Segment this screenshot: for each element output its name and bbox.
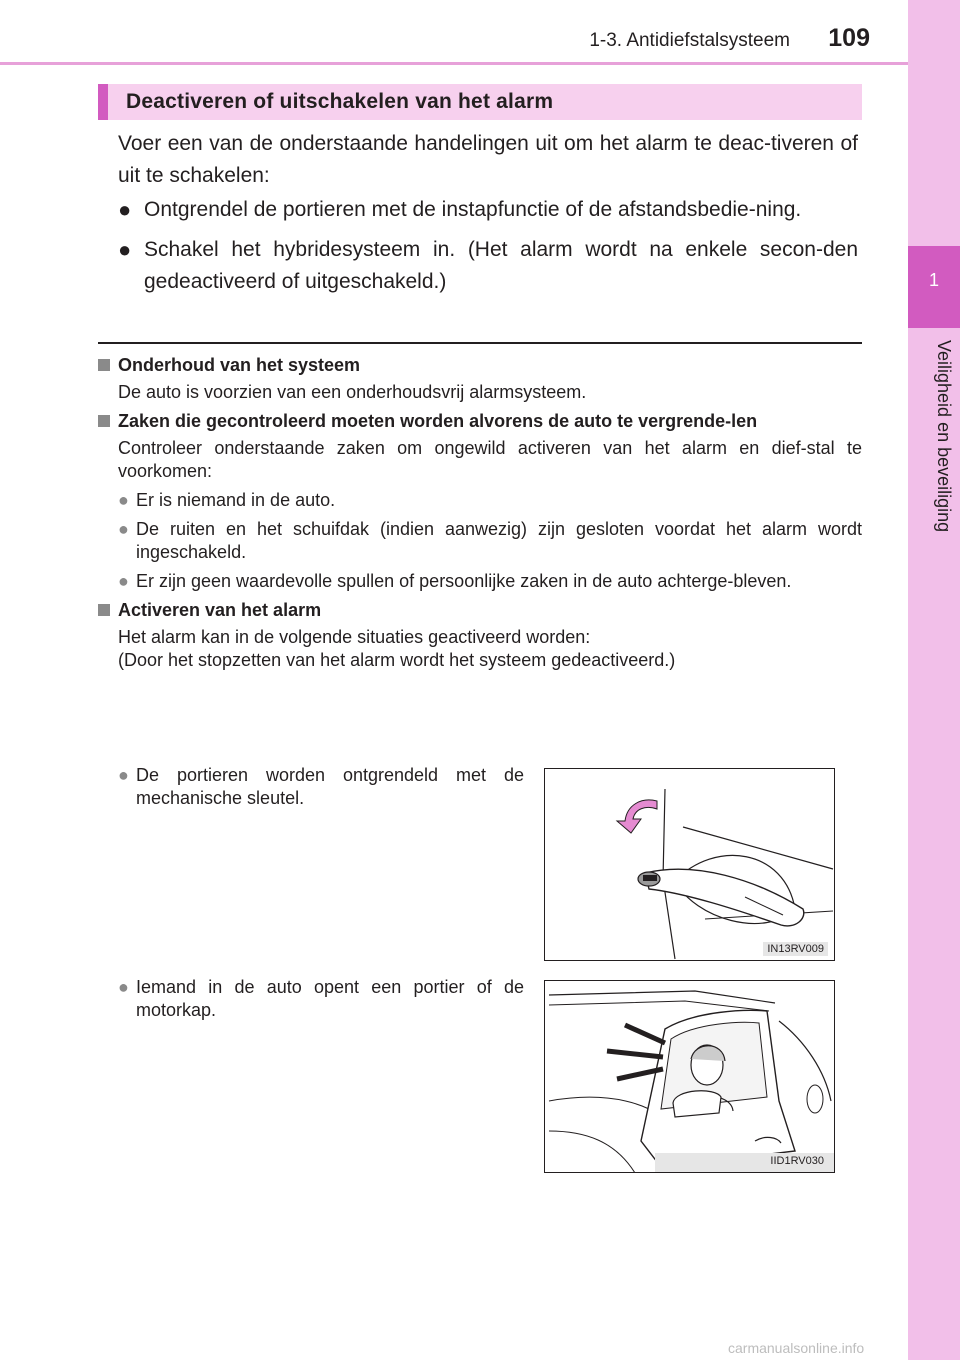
page-header [0, 0, 908, 64]
note-body-checks: Controleer onderstaande zaken om ongewild activeren van het alarm en dief-stal te voorkomen: [118, 438, 862, 481]
bullet-dot-icon: ● [118, 237, 132, 262]
list-item: ● Iemand in de auto opent een portier of de motorkap. [118, 977, 524, 1020]
figure-code: IN13RV009 [763, 942, 828, 956]
note-body-activation: Het alarm kan in de volgende situaties geactiveerd worden: (Door het stopzetten van het alarm wordt het systeem gedeactiveerd.) [118, 627, 676, 670]
person-opening-door-illustration [545, 981, 835, 1173]
bullet-dot-icon: ● [118, 765, 129, 785]
door-key-figure [544, 768, 835, 961]
square-bullet-icon [98, 604, 110, 616]
square-bullet-icon [98, 359, 110, 371]
page-number: 109 [828, 24, 870, 52]
intro-paragraph: Voer een van de onderstaande handelingen uit om het alarm te deac-tiveren of uit te schakelen: [118, 132, 858, 187]
door-handle-key-illustration [545, 769, 835, 961]
bullet-dot-icon: ● [118, 977, 129, 997]
list-item: ● De ruiten en het schuifdak (indien aanwezig) zijn gesloten voordat het alarm wordt ingeschakeld. [118, 519, 862, 562]
notes-section [98, 354, 862, 672]
section-divider [98, 342, 862, 344]
bullet-dot-icon: ● [118, 490, 129, 510]
section-heading: Deactiveren of uitschakelen van het alarm [126, 90, 554, 113]
main-bullet-item [118, 234, 858, 298]
bullet-dot-icon: ● [118, 571, 129, 591]
note-title-activation: Activeren van het alarm [98, 599, 862, 622]
note-title-checks: Zaken die gecontroleerd moeten worden alvorens de auto te vergrende-len [98, 410, 862, 433]
square-bullet-icon [98, 415, 110, 427]
figure-code: IID1RV030 [766, 1154, 828, 1168]
list-item: ● Er is niemand in de auto. [118, 490, 336, 510]
bullet-dot-icon: ● [118, 197, 132, 222]
open-door-figure [544, 980, 835, 1173]
note-body-maintenance: De auto is voorzien van een onderhoudsvrij alarmsysteem. [118, 382, 587, 402]
bullet-dot-icon: ● [118, 519, 129, 539]
watermark: carmanualsonline.info [728, 1340, 865, 1356]
section-heading-box [98, 84, 862, 120]
main-bullet-item [118, 194, 858, 226]
main-bullet-list [118, 194, 858, 306]
header-rule [0, 62, 908, 65]
list-item: ● De portieren worden ontgrendeld met de mechanische sleutel. [118, 765, 524, 808]
chapter-side-tab[interactable] [908, 0, 960, 1360]
chapter-title: Veiligheid en beveiliging [934, 340, 954, 533]
bullet-text: Schakel het hybridesysteem in. (Het alarm wordt na enkele secon-den gedeactiveerd of uitgeschakeld.) [144, 238, 858, 293]
note-title-maintenance: Onderhoud van het systeem [98, 354, 862, 377]
list-item: ● Er zijn geen waardevolle spullen of persoonlijke zaken in de auto achterge-bleven. [118, 571, 792, 591]
header-section-title: 1-3. Antidiefstalsysteem [589, 30, 790, 51]
chapter-number: 1 [928, 270, 939, 290]
checks-list [98, 489, 862, 593]
bullet-text: Ontgrendel de portieren met de instapfunctie of de afstandsbedie-ning. [144, 198, 802, 221]
